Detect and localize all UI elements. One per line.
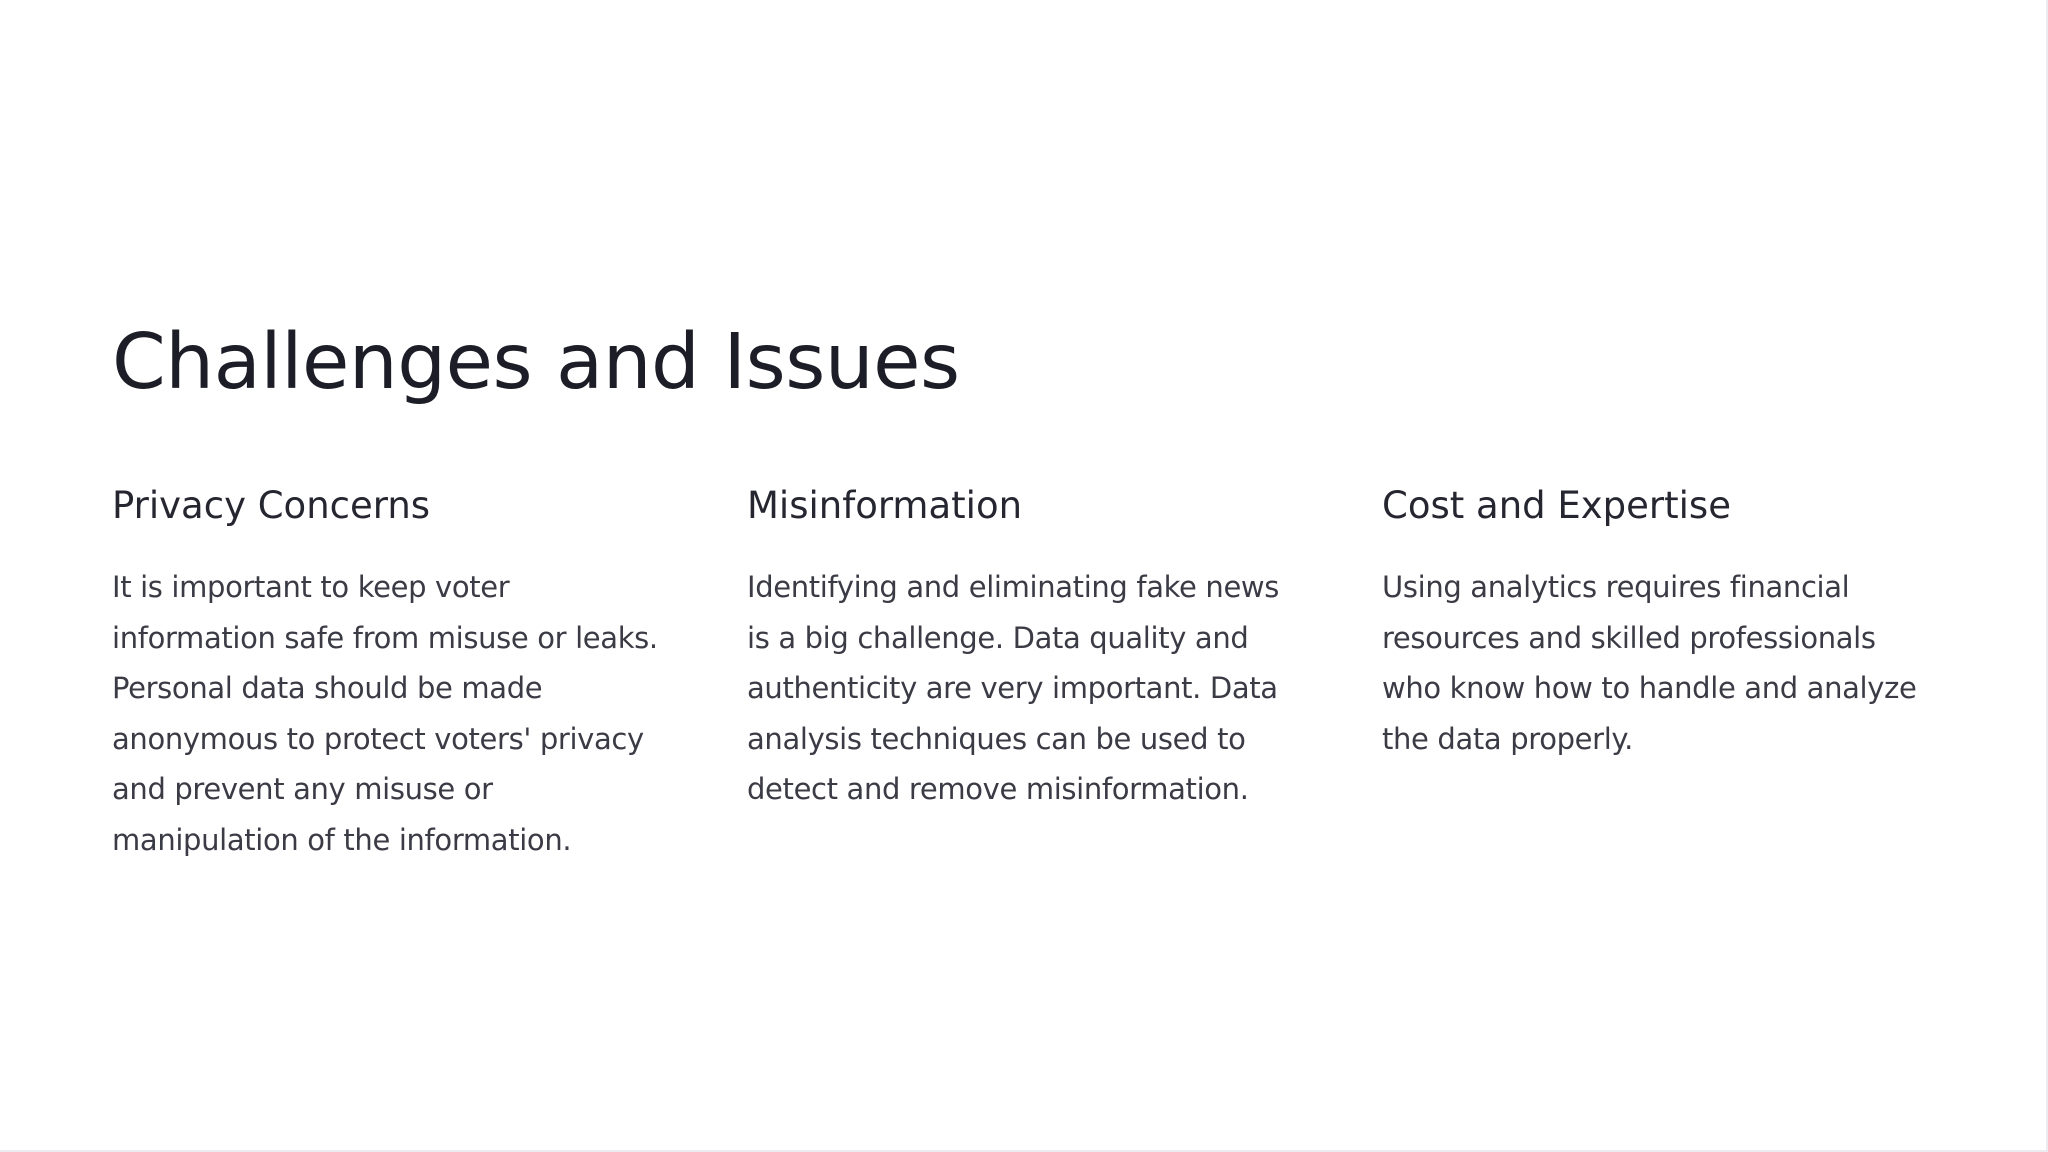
column-heading: Privacy Concerns (112, 484, 431, 527)
slide-content (112, 316, 1942, 857)
column-body: Using analytics requires financial resources and skilled professionals who know how to handle and analyze the data properly. (1382, 570, 1917, 756)
columns-container (112, 480, 1942, 900)
column-misinformation (747, 480, 1317, 815)
column-body: It is important to keep voter information safe from misuse or leaks. Personal data should be made anonymous to protect voters' privacy and prevent any misuse or manipulation of the information. (112, 570, 658, 857)
column-body: Identifying and eliminating fake news is a big challenge. Data quality and authenticity are very important. Data analysis techniques can be used to detect and remove misinformation. (747, 570, 1280, 806)
column-heading: Cost and Expertise (1382, 484, 1731, 527)
slide-title: Challenges and Issues (112, 318, 960, 407)
column-privacy-concerns (112, 480, 682, 865)
column-heading: Misinformation (747, 484, 1023, 527)
column-cost-and-expertise (1382, 480, 1952, 764)
